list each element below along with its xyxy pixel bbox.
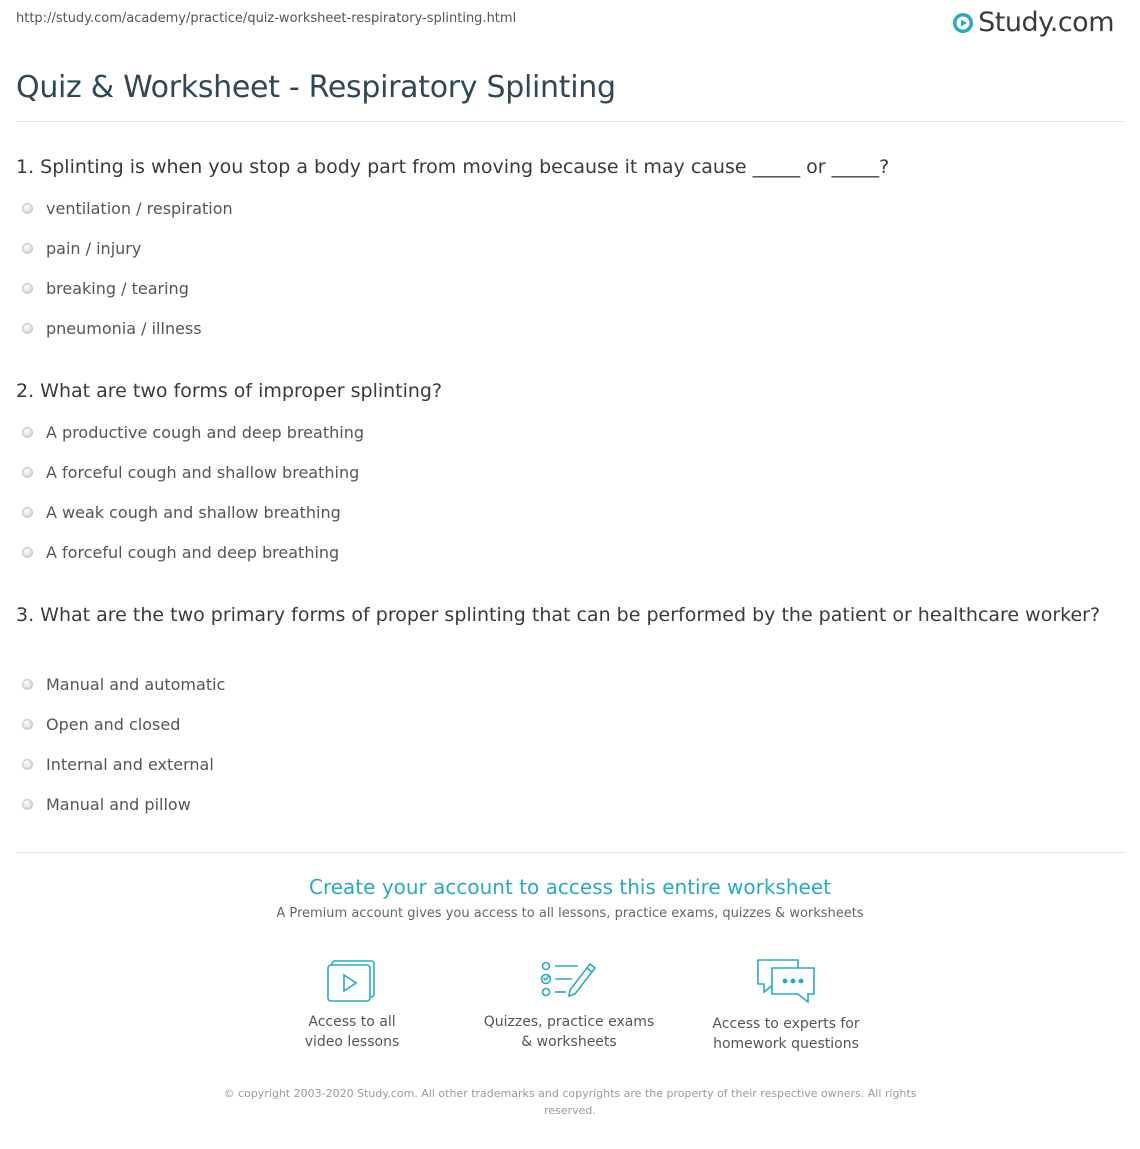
answer-option[interactable] bbox=[22, 793, 191, 815]
question-1: 1. Splinting is when you stop a body part from moving because it may cause _____ or _____? bbox=[16, 156, 890, 178]
answer-option[interactable] bbox=[22, 753, 214, 775]
page-title: Quiz & Worksheet - Respiratory Splinting bbox=[16, 70, 616, 105]
quiz-checklist-icon bbox=[540, 958, 598, 1002]
answer-label: A productive cough and deep breathing bbox=[46, 422, 364, 442]
radio-button[interactable] bbox=[22, 547, 33, 558]
radio-button[interactable] bbox=[22, 243, 33, 254]
radio-button[interactable] bbox=[22, 203, 33, 214]
answer-label: ventilation / respiration bbox=[46, 198, 233, 218]
answer-option[interactable] bbox=[22, 461, 359, 483]
answer-option[interactable] bbox=[22, 421, 364, 443]
answer-option[interactable] bbox=[22, 237, 141, 259]
copyright-footer: © copyright 2003-2020 Study.com. All other trademarks and copyrights are the property of their respective owners. All rights reserved. bbox=[223, 1087, 917, 1117]
play-circle-icon bbox=[952, 12, 974, 34]
feature-label: Access to all video lessons bbox=[304, 1014, 400, 1050]
radio-button[interactable] bbox=[22, 283, 33, 294]
radio-button[interactable] bbox=[22, 467, 33, 478]
answer-option[interactable] bbox=[22, 197, 233, 219]
feature-experts bbox=[686, 958, 886, 1054]
answer-label: pneumonia / illness bbox=[46, 318, 202, 338]
promo-subtitle: A Premium account gives you access to all lessons, practice exams, quizzes & worksheets bbox=[276, 906, 864, 921]
feature-quizzes bbox=[469, 958, 669, 1052]
answer-option[interactable] bbox=[22, 673, 225, 695]
feature-video-lessons bbox=[252, 958, 452, 1052]
answer-label: Open and closed bbox=[46, 714, 181, 734]
page-url: http://study.com/academy/practice/quiz-worksheet-respiratory-splinting.html bbox=[16, 11, 517, 26]
radio-button[interactable] bbox=[22, 323, 33, 334]
radio-button[interactable] bbox=[22, 679, 33, 690]
answer-option[interactable] bbox=[22, 317, 202, 339]
answer-label: A forceful cough and shallow breathing bbox=[46, 462, 360, 482]
feature-label: Access to experts for homework questions bbox=[712, 1016, 860, 1052]
radio-button[interactable] bbox=[22, 427, 33, 438]
answer-label: A weak cough and shallow breathing bbox=[46, 502, 341, 522]
content-divider bbox=[16, 852, 1124, 853]
answer-option[interactable] bbox=[22, 277, 189, 299]
radio-button[interactable] bbox=[22, 759, 33, 770]
answer-label: pain / injury bbox=[46, 238, 142, 258]
answer-label: breaking / tearing bbox=[46, 278, 189, 298]
question-2: 2. What are two forms of improper splinting? bbox=[16, 380, 443, 402]
study-logo[interactable] bbox=[952, 7, 1114, 38]
answer-option[interactable] bbox=[22, 713, 180, 735]
answer-option[interactable] bbox=[22, 501, 341, 523]
create-account-link[interactable]: Create your account to access this entire worksheet bbox=[309, 875, 831, 899]
answer-label: Internal and external bbox=[46, 754, 214, 774]
answer-option[interactable] bbox=[22, 541, 339, 563]
logo-text: Study.com bbox=[978, 7, 1114, 38]
answer-label: A forceful cough and deep breathing bbox=[46, 542, 340, 562]
feature-label: Quizzes, practice exams & worksheets bbox=[483, 1014, 655, 1050]
radio-button[interactable] bbox=[22, 719, 33, 730]
radio-button[interactable] bbox=[22, 799, 33, 810]
title-divider bbox=[16, 121, 1124, 122]
video-lessons-icon bbox=[326, 958, 378, 1002]
answer-label: Manual and automatic bbox=[46, 674, 226, 694]
answer-label: Manual and pillow bbox=[46, 794, 191, 814]
question-3: 3. What are the two primary forms of proper splinting that can be performed by the patient or healthcare worker? bbox=[16, 604, 1101, 626]
chat-bubbles-icon bbox=[754, 958, 818, 1004]
radio-button[interactable] bbox=[22, 507, 33, 518]
